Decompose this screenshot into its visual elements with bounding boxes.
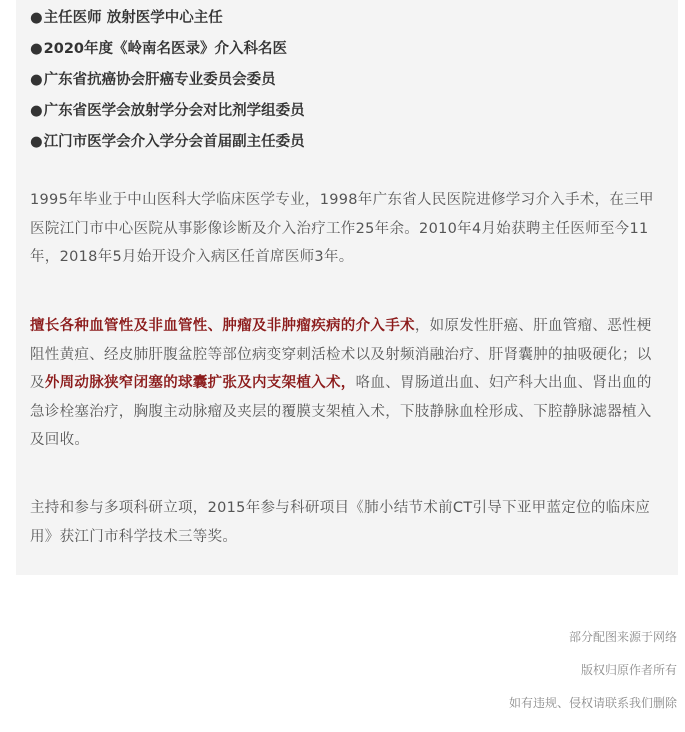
expertise-paragraph: 擅长各种血管性及非血管性、肿瘤及非肿瘤疾病的介入手术，如原发性肝癌、肝血管瘤、恶性梗阻性黄疸、经皮肺肝腹盆腔等部位病变穿刺活检术以及射频消融治疗、肝肾囊肿的抽吸硬化；以及外周动脉狭窄闭塞的球囊扩张及内支架植入术，咯血、胃肠道出血、妇产科大出血、肾出血的急诊栓塞治疗，胸腹主动脉瘤及夹层的覆膜支架植入术，下肢静脉血栓形成、下腔静脉滤器植入及回收。 xyxy=(30,318,652,448)
footer-image-source: 部分配图来源于网络 xyxy=(568,630,677,644)
bullet-dot-icon: ● xyxy=(30,103,43,119)
title-item: ●广东省抗癌协会肝癌专业委员会委员 xyxy=(30,69,305,100)
bio-paragraph: 1995年毕业于中山医科大学临床医学专业，1998年广东省人民医院进修学习介入手术，在三甲医院江门市中心医院从事影像诊断及介入治疗工作25年余。2010年4月始获聘主任医师至今11年，2018年5月始开设介入病区任首席医师3年。 xyxy=(30,192,654,265)
footer-infringement-notice: 如有违规、侵权请联系我们删除 xyxy=(508,696,677,710)
title-item: ●主任医师 放射医学中心主任 xyxy=(30,7,305,38)
expertise-highlight: 擅长各种血管性及非血管性、肿瘤及非肿瘤疾病的介入手术 xyxy=(30,318,415,334)
expertise-highlight: 外周动脉狭窄闭塞的球囊扩张及内支架植入术， xyxy=(44,375,356,391)
title-item: ●2020年度《岭南名医录》介入科名医 xyxy=(30,38,305,69)
research-paragraph: 主持和参与多项科研立项，2015年参与科研项目《肺小结节术前CT引导下亚甲蓝定位的临床应用》获江门市科学技术三等奖。 xyxy=(30,500,651,545)
title-item: ●广东省医学会放射学分会对比剂学组委员 xyxy=(30,100,305,131)
bullet-dot-icon: ● xyxy=(30,10,43,26)
bullet-dot-icon: ● xyxy=(30,72,43,88)
footer-copyright: 版权归原作者所有 xyxy=(580,663,677,677)
bullet-dot-icon: ● xyxy=(30,134,43,150)
bullet-dot-icon: ● xyxy=(30,41,43,57)
title-list xyxy=(30,7,305,162)
title-item: ●江门市医学会介入学分会首届副主任委员 xyxy=(30,131,305,162)
